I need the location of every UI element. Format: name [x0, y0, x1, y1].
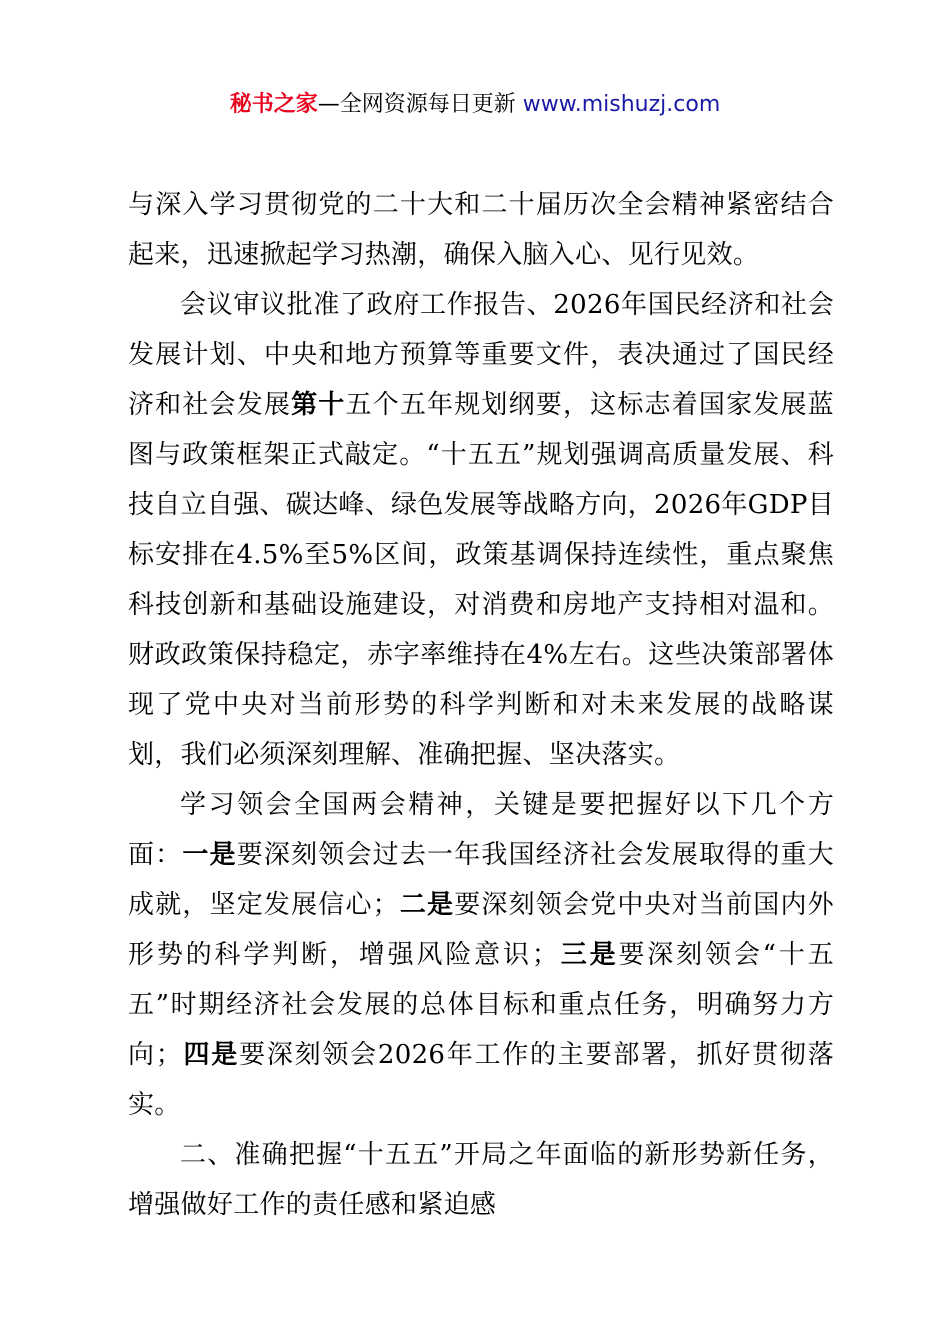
paragraph-3-intro: 学习领会全国两会精神，关键是要把握好以下几个方面：: [128, 790, 834, 870]
point-two-text: 要深刻领会党中央对当前国内外形势的科学判断，增强风险意识；: [128, 890, 834, 970]
keyword-one: 一是: [182, 840, 237, 870]
keyword-four: 四是: [182, 1040, 240, 1070]
keyword-two: 二是: [398, 890, 455, 920]
point-three-text: 要深刻领会“十五五”时期经济社会发展的总体目标和重点任务，明确努力方向；: [128, 940, 834, 1070]
paragraph-2-bold: 第十: [291, 390, 346, 420]
paragraph-1: [128, 180, 834, 280]
keyword-three: 三是: [558, 940, 619, 970]
point-four-text: 要深刻领会2026年工作的主要部署，抓好贯彻落实。: [128, 1040, 834, 1120]
section-heading-2-text: 二、准确把握“十五五”开局之年面临的新形势新任务，增强做好工作的责任感和紧迫感: [128, 1140, 834, 1220]
point-one-text: 要深刻领会过去一年我国经济社会发展取得的重大成就，坚定发展信心；: [128, 840, 834, 920]
paragraph-2-text-a: 会议审议批准了政府工作报告、2026年国民经济和社会发展计划、中央和地方预算等重要文件，表决通过了国民经济和社会发展: [128, 290, 834, 420]
paragraph-1-text: 与深入学习贯彻党的二十大和二十届历次全会精神紧密结合起来，迅速掀起学习热潮，确保入脑入心、见行见效。: [128, 190, 834, 270]
site-header: [0, 88, 950, 122]
paragraph-2-text-b: 五个五年规划纲要，这标志着国家发展蓝图与政策框架正式敲定。“十五五”规划强调高质量发展、科技自立自强、碳达峰、绿色发展等战略方向，2026年GDP目标安排在4.5%至5%区间，政策基调保持连续性，重点聚焦科技创新和基础设施建设，对消费和房地产支持相对温和。财政政策保持稳定，赤字率维持在4%左右。这些决策部署体现了党中央对当前形势的科学判断和对未来发展的战略谋划，我们必须深刻理解、准确把握、坚决落实。: [128, 390, 834, 770]
brand-name: 秘书之家: [229, 92, 318, 117]
header-slogan: —全网资源每日更新: [317, 92, 523, 117]
paragraph-2: [128, 280, 834, 780]
document-body: [128, 180, 834, 1230]
section-heading-2: [128, 1130, 834, 1230]
paragraph-3: [128, 780, 834, 1130]
site-url-link[interactable]: www.mishuzj.com: [522, 92, 721, 117]
